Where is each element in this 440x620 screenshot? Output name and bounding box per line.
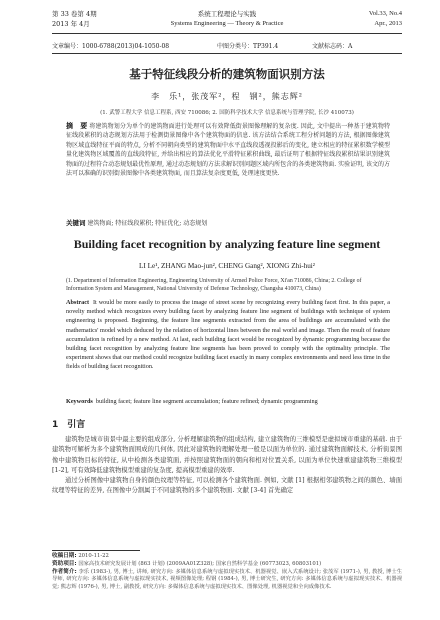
abstract-en (66, 298, 390, 372)
header-vol-en: Vol.33, No.4 (368, 10, 402, 17)
footnote-bio (52, 569, 402, 592)
authors-cn: 李 乐¹，张茂军²，程 钢²，熊志辉² (151, 92, 303, 101)
received-label: 收稿日期: (52, 553, 77, 559)
keywords-cn (66, 218, 390, 227)
paper-title-cn: 基于特征线段分析的建筑物面识别方法 (129, 67, 325, 81)
document-code: 文献标志码：A (312, 43, 353, 50)
affiliation-en: (1. Department of Information Engineering, Engineering University of Armed Police Force, Xi'an 710086, China; 2. College of Information System and Management, National University of Defense Technology, Changsha 410073, China) (66, 278, 362, 292)
section-heading-intro: 1 引言 (52, 420, 86, 430)
intro-paragraph-2: 通过分析图像中建筑物自身的颜色纹理等特征, 可以检测各个建筑物面. 例如, 文献 [1] 根据相邻建筑物之间的颜色、墙面纹理等特征的差异, 在图像中分割属于不同建筑物的多个建筑物面. 文献 [3-4] 首先确定 (52, 477, 402, 495)
abstract-cn-text: 将建筑物划分为单个的建筑物面进行处理可以有效降低街景图像理解的复杂度. 因此, 文中提出一种基于建筑物特征线段累积的动态规划方法用于检测街景图像中各个建筑物面的信息. 该方法结合系统工程分析问题的方法, 根据图像建筑物区域直线特征平面的特点, 分析不同朝向类型的建筑物面中水平直线段透视投影后的变化, 建立相应的特征累积数学模型量化建筑物区域覆盖的直线段特征, 并给出相应的算法优化平滑特征累积曲线, 最后证明了根据特征线段累积结果识别建筑物面的过程符合动态规划最优性原理, 通过动态规划的方法求解识别问题区域内所包含的各类建筑物面. 实验证明, 该文的方法可以准确的识别街景图像中各类建筑物面, 而且算法复杂度更低, 处理速度更快. (66, 123, 390, 178)
clc-number: 中图分类号：TP391.4 (217, 43, 279, 50)
keywords-cn-label: 关键词 (66, 219, 86, 227)
funding-text: 国家高技术研究发展计划 (863 计划) (2009AA01Z328); 国家自然科学基金 (60773023, 60803101) (78, 560, 322, 567)
bio-text: 李乐 (1983-), 男, 博士, 讲师, 研究方向: 多媒体信息系统与虚拟现实技术、机器视觉、嵌入式系统设计; 张茂军 (1971-), 男, 教授, 博士生导师, 研究方向: 多媒体信息系统与虚拟现实技术, 视频图像处理; 程钢 (1984-), 男, 博士研究生, 研究方向: 多媒体信息系统与虚拟现实技术、机器视觉; 熊志辉 (1976-), 男, 博士, 副教授, 研究方向: 多媒体信息系统与虚拟现实技术、图像处理, 机器视觉和全向成像技术. (52, 568, 402, 591)
article-id: 文章编号：1000-6788(2013)04-1050-08 (52, 43, 170, 50)
keywords-en-text: building facet; feature line segment accumulation; feature refined; dynamic programming (95, 398, 318, 405)
meta-rule (52, 53, 402, 54)
received-date: 2010-11-22 (78, 553, 109, 559)
authors-en: LI Le¹, ZHANG Mao-jun², CHENG Gang², XIONG Zhi-hui² (139, 262, 315, 270)
keywords-en-label: Keywords (66, 398, 93, 405)
header-journal-cn: 系统工程理论与实践 (197, 10, 257, 18)
footnote-received (52, 553, 402, 561)
footnote-funding (52, 561, 402, 569)
abstract-cn (66, 122, 390, 178)
header-volume: 第 33 卷第 4期 (52, 10, 97, 18)
header-rule (52, 33, 402, 34)
intro-paragraph-1: 建筑物是城市街景中最主要的组成部分, 分析理解建筑物的组成结构, 建立建筑物的三维模型是虚拟城市重建的基础. 由于建筑物可解析为多个建筑物面围成的几何体, 因此对建筑物的理解处理一般是以面为单位的. 通过建筑物面解技术, 分析街景图像中建筑物目标的特征, 从中检测各类建筑面, 并按照建筑物面的朝向和相对位置关系, 以面为单位快速重建建筑物三维模型 [1-2], 可有效降低建筑物模型重建的复杂度, 提高模型重建的效率. (52, 436, 402, 474)
funding-label: 资助项目: (52, 560, 77, 567)
header-journal-en: Systems Engineering — Theory & Practice (170, 20, 284, 27)
footnote (52, 553, 402, 592)
header-date: 2013 年 4月 (52, 20, 90, 28)
keywords-en (66, 398, 390, 405)
bio-label: 作者简介: (52, 568, 77, 575)
footnote-rule (52, 550, 140, 551)
abstract-en-label: Abstract (66, 299, 90, 306)
affiliation-cn: (1. 武警工程大学 信息工程系, 西安 710086; 2. 国防科学技术大学 信息系统与管理学院, 长沙 410073) (100, 110, 354, 116)
abstract-en-text: It would be more easily to process the image of street scene by recognizing every building facet first. In this paper, a novelty method which recognizes every building facet by analyzing feature line segment of buildings with technique of system engineering is proposed. Beginning, the feature line segments extracted from the area of buildings are accumulated with the mathematics' model which deduced by the relation of horizontal lines between the real world and image. Then the result of feature accumulation is refined by a new method. At last, each building facet would be recognized by dynamic programming because the building facet recognition by analyzing feature line segments has been proved to comply with the optimality principle. The experiment shows that our method could recognize building facet exactly in many complex environments and need less time in the fields of building facet recognition. (66, 299, 391, 371)
paper-title-en: Building facet recognition by analyzing feature line segment (73, 237, 381, 251)
keywords-cn-text: 建筑物面; 特征线段累积; 特征优化; 动态规划 (87, 220, 208, 227)
abstract-cn-label: 摘 要 (66, 122, 88, 130)
header-date-en: Apr., 2013 (374, 20, 402, 27)
intro-body (52, 435, 402, 497)
